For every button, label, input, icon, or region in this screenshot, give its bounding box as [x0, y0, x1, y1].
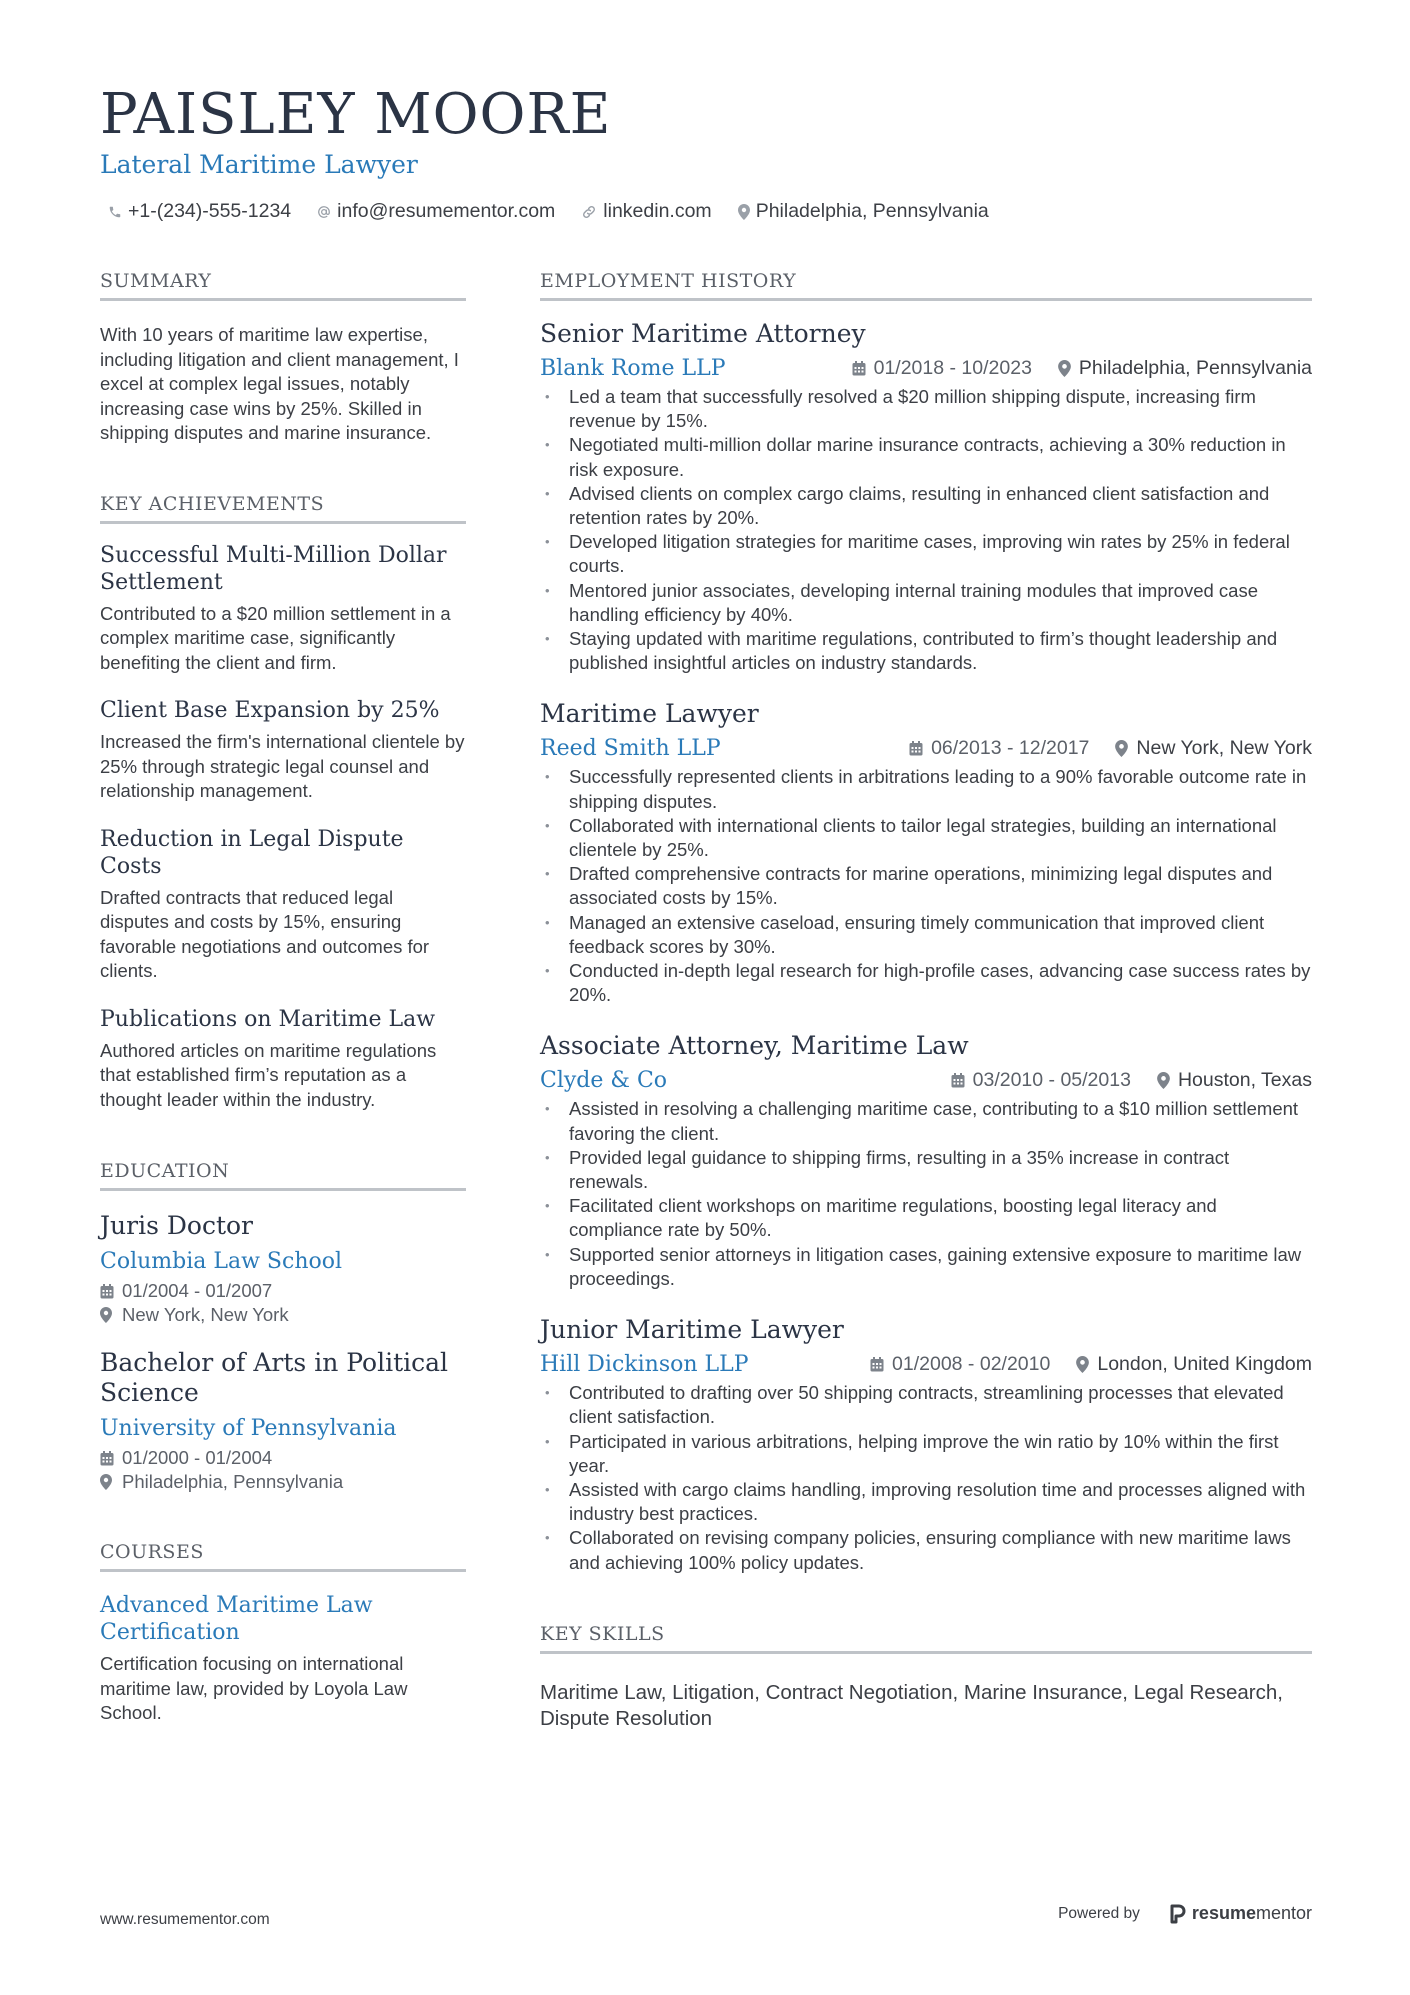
- courses-section: [100, 1541, 466, 1726]
- job-dates: [870, 1353, 1050, 1376]
- education-item: [100, 1348, 466, 1493]
- map-pin-icon: [1157, 1072, 1170, 1089]
- job-bullet: • Collaborated on revising company policies, ensuring compliance with new maritime laws and achieving 100% policy updates.: [540, 1526, 1312, 1574]
- job-company: Clyde & Co: [540, 1068, 668, 1094]
- contact-phone[interactable]: [108, 200, 291, 223]
- job-bullet: • Mentored junior associates, developing internal training modules that improved case handling efficiency by 40%.: [540, 579, 1312, 627]
- achievement-item: [100, 1006, 466, 1113]
- link-icon: [581, 204, 597, 220]
- job-bullet: • Successfully represented clients in arbitrations leading to a 90% favorable outcome rate in shipping disputes.: [540, 765, 1312, 813]
- job-bullet: • Assisted with cargo claims handling, improving resolution time and processes aligned with industry best practices.: [540, 1478, 1312, 1526]
- education-school: Columbia Law School: [100, 1249, 343, 1274]
- employment-heading: EMPLOYMENT HISTORY: [540, 270, 1312, 301]
- achievement-title: Publications on Maritime Law: [100, 1006, 436, 1032]
- education-degree: Juris Doctor: [100, 1211, 253, 1240]
- job-bullets: [540, 1381, 1312, 1575]
- achievement-desc: Drafted contracts that reduced legal disputes and costs by 15%, ensuring favorable negotiations and outcomes for clients.: [100, 886, 430, 981]
- education-dates-text: 01/2004 - 01/2007: [122, 1280, 273, 1301]
- job-bullets: [540, 765, 1312, 1007]
- phone-text: +1-(234)-555-1234: [128, 200, 292, 222]
- job-company: Hill Dickinson LLP: [540, 1352, 749, 1378]
- job-meta-row: [540, 356, 1312, 381]
- education-item: [100, 1211, 466, 1326]
- job-dates-text: 06/2013 - 12/2017: [931, 737, 1090, 760]
- calendar-icon: [100, 1451, 122, 1466]
- job-bullet: • Staying updated with maritime regulations, contributed to firm’s thought leadership and published insightful articles on industry standards.: [540, 627, 1312, 675]
- calendar-icon: [909, 741, 923, 756]
- candidate-name: PAISLEY MOORE: [100, 82, 612, 147]
- courses-heading: COURSES: [100, 1541, 466, 1572]
- job-meta-row: [540, 1352, 1312, 1377]
- brand-name-part2: mentor: [1255, 1903, 1312, 1923]
- skills-heading: KEY SKILLS: [540, 1623, 1312, 1654]
- education-school: University of Pennsylvania: [100, 1416, 397, 1441]
- education-location: [100, 1471, 466, 1493]
- job-entry: [540, 319, 1312, 675]
- job-bullet: • Developed litigation strategies for maritime cases, improving win rates by 25% in federal courts.: [540, 530, 1312, 578]
- education-location: [100, 1304, 466, 1326]
- job-location: Philadelphia, Pennsylvania: [1078, 357, 1312, 379]
- job-bullet: • Supported senior attorneys in litigation cases, gaining extensive exposure to maritime law proceedings.: [540, 1243, 1312, 1291]
- summary-section: [100, 270, 466, 446]
- job-meta-row: [540, 1068, 1312, 1093]
- achievement-title: Successful Multi-Million Dollar Settlement: [100, 542, 447, 595]
- job-title: Maritime Lawyer: [540, 699, 759, 729]
- job-meta: [909, 737, 1312, 760]
- map-pin-icon: [1058, 360, 1071, 377]
- footer-website[interactable]: www.resumementor.com: [100, 1911, 270, 1928]
- job-entry: [540, 699, 1312, 1007]
- job-title: Associate Attorney, Maritime Law: [540, 1031, 969, 1061]
- location-text: Philadelphia, Pennsylvania: [755, 200, 989, 222]
- job-dates: [951, 1069, 1131, 1092]
- job-location: New York, New York: [1136, 737, 1312, 760]
- calendar-icon: [870, 1357, 884, 1372]
- map-pin-icon: [738, 204, 750, 220]
- job-company: Blank Rome LLP: [540, 356, 726, 381]
- achievement-desc: Contributed to a $20 million settlement in a complex maritime case, significantly benefiting the client and firm.: [100, 602, 451, 673]
- education-section: [100, 1160, 466, 1493]
- at-icon: [317, 205, 331, 219]
- job-bullet: • Drafted comprehensive contracts for marine operations, minimizing legal disputes and associated costs by 15%.: [540, 862, 1312, 910]
- email-text: info@resumementor.com: [337, 200, 556, 222]
- job-bullet: • Assisted in resolving a challenging maritime case, contributing to a $10 million settlement favoring the client.: [540, 1097, 1312, 1145]
- education-location-text: Philadelphia, Pennsylvania: [122, 1471, 344, 1492]
- job-title: Junior Maritime Lawyer: [540, 1315, 844, 1345]
- job-meta: [852, 357, 1312, 380]
- achievement-item: [100, 826, 466, 984]
- footer-brand: [1058, 1903, 1312, 1924]
- job-bullet: • Managed an extensive caseload, ensuring timely communication that improved client feedback scores by 30%.: [540, 911, 1312, 959]
- job-bullets: [540, 1097, 1312, 1291]
- achievement-desc: Authored articles on maritime regulations that established firm’s reputation as a thought leader within the industry.: [100, 1039, 437, 1110]
- candidate-role: Lateral Maritime Lawyer: [100, 150, 418, 179]
- job-bullet: • Contributed to drafting over 50 shipping contracts, streamlining processes that elevated client satisfaction.: [540, 1381, 1312, 1429]
- job-entry: [540, 1031, 1312, 1291]
- powered-by-text: Powered by: [1058, 1904, 1140, 1922]
- job-dates: [909, 737, 1089, 760]
- linkedin-text: linkedin.com: [603, 200, 712, 222]
- education-degree: Bachelor of Arts in Political Science: [100, 1348, 449, 1407]
- calendar-icon: [100, 1284, 122, 1299]
- achievements-section: [100, 493, 466, 1113]
- job-title: Senior Maritime Attorney: [540, 319, 866, 348]
- education-dates-text: 01/2000 - 01/2004: [122, 1447, 273, 1468]
- job-dates-text: 01/2008 - 02/2010: [892, 1353, 1051, 1376]
- contact-linkedin[interactable]: [581, 200, 711, 223]
- calendar-icon: [852, 361, 866, 376]
- education-dates: [100, 1447, 466, 1469]
- job-meta: [870, 1353, 1312, 1376]
- education-dates: [100, 1280, 466, 1302]
- employment-section: [540, 270, 1312, 1575]
- achievements-heading: KEY ACHIEVEMENTS: [100, 493, 466, 524]
- job-meta: [951, 1069, 1312, 1092]
- job-bullets: [540, 385, 1312, 675]
- job-bullet: • Conducted in-depth legal research for high-profile cases, advancing case success rates by 20%.: [540, 959, 1312, 1007]
- phone-icon: [108, 205, 122, 219]
- brand-name-part1: resume: [1191, 1903, 1256, 1923]
- contact-email[interactable]: [317, 200, 555, 223]
- map-pin-icon: [100, 1307, 122, 1323]
- achievement-item: [100, 542, 466, 676]
- achievement-title: Reduction in Legal Dispute Costs: [100, 826, 404, 879]
- right-column: [540, 270, 1312, 1732]
- job-bullet: • Collaborated with international clients to tailor legal strategies, building an international clientele by 25%.: [540, 814, 1312, 862]
- job-bullet: • Advised clients on complex cargo claims, resulting in enhanced client satisfaction and retention rates by 20%.: [540, 482, 1312, 530]
- job-dates-text: 01/2018 - 10/2023: [873, 357, 1032, 379]
- job-company: Reed Smith LLP: [540, 736, 721, 762]
- map-pin-icon: [1076, 1356, 1089, 1373]
- contact-bar: [108, 200, 1015, 223]
- job-dates: [852, 357, 1032, 380]
- job-bullet: • Led a team that successfully resolved a $20 million shipping dispute, increasing firm revenue by 15%.: [540, 385, 1312, 433]
- left-column: [100, 270, 466, 1726]
- brand-logo[interactable]: [1170, 1903, 1312, 1924]
- resumementor-logo-icon: [1170, 1904, 1186, 1924]
- job-bullet: • Participated in various arbitrations, helping improve the win ratio by 10% within the first year.: [540, 1430, 1312, 1478]
- education-heading: EDUCATION: [100, 1160, 466, 1191]
- job-bullet: • Facilitated client workshops on maritime regulations, boosting legal literacy and compliance rate by 50%.: [540, 1194, 1312, 1242]
- skills-section: [540, 1623, 1312, 1732]
- summary-text: With 10 years of maritime law expertise, including litigation and client management, I excel at complex legal issues, notably increasing case wins by 25%. Skilled in shipping disputes and marine insurance.: [100, 324, 459, 443]
- course-title: Advanced Maritime Law Certification: [100, 1593, 373, 1645]
- job-entry: [540, 1315, 1312, 1575]
- achievement-title: Client Base Expansion by 25%: [100, 698, 440, 723]
- job-meta-row: [540, 736, 1312, 761]
- map-pin-icon: [1115, 740, 1128, 757]
- contact-location: [738, 200, 989, 223]
- course-item: [100, 1592, 466, 1726]
- education-location-text: New York, New York: [122, 1304, 289, 1325]
- course-desc: Certification focusing on international maritime law, provided by Loyola Law School.: [100, 1653, 408, 1723]
- job-location: Houston, Texas: [1177, 1069, 1312, 1092]
- achievement-item: [100, 697, 466, 804]
- job-bullet: • Provided legal guidance to shipping firms, resulting in a 35% increase in contract renewals.: [540, 1146, 1312, 1194]
- achievement-desc: Increased the firm's international clientele by 25% through strategic legal counsel and relationship management.: [100, 731, 465, 801]
- map-pin-icon: [100, 1474, 122, 1490]
- calendar-icon: [951, 1073, 965, 1088]
- job-bullet: • Negotiated multi-million dollar marine insurance contracts, achieving a 30% reduction in risk exposure.: [540, 433, 1312, 481]
- job-location: London, United Kingdom: [1097, 1353, 1312, 1376]
- summary-heading: SUMMARY: [100, 270, 466, 301]
- job-dates-text: 03/2010 - 05/2013: [972, 1069, 1131, 1092]
- skills-text: Maritime Law, Litigation, Contract Negotiation, Marine Insurance, Legal Research, Dispute Resolution: [540, 1680, 1283, 1730]
